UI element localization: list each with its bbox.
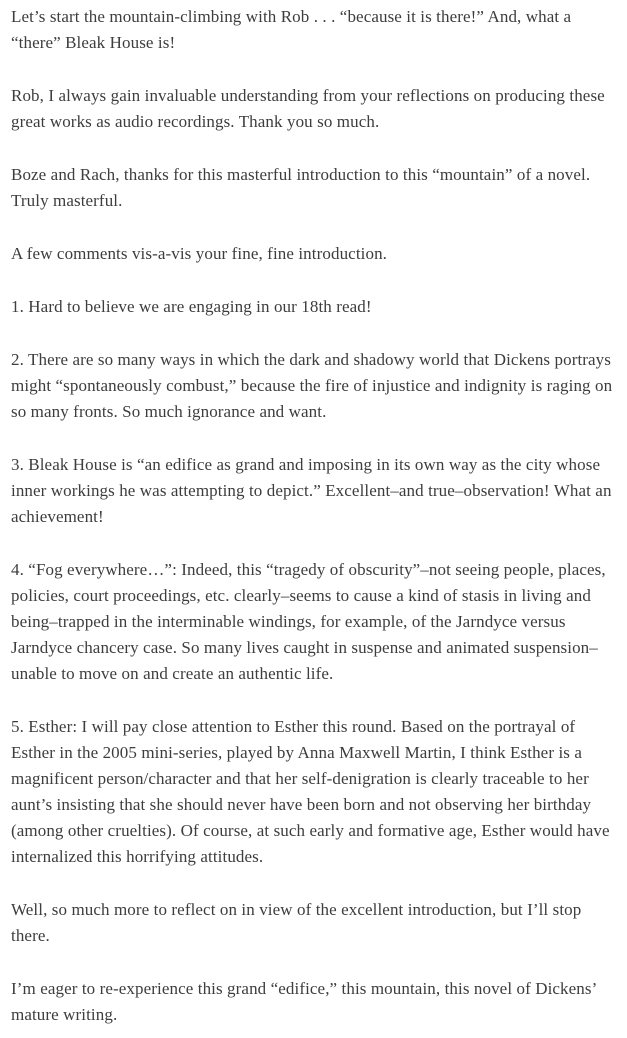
paragraph-point-3: 3. Bleak House is “an edifice as grand and imposing in its own way as the city whose inner workings he was attempting to depict.” Excellent–and true–observation! What an achievement!: [11, 455, 612, 526]
paragraph-point-4: 4. “Fog everywhere…”: Indeed, this “tragedy of obscurity”–not seeing people, places, policies, court proceedings, etc. clearly–seems to cause a kind of stasis in living and being–trapped in the interminable windings, for example, of the Jarndyce versus Jarndyce chancery case. So many lives caught in suspense and animated suspension–unable to move on and create an authentic life.: [11, 560, 606, 683]
paragraph-wrap-up: Well, so much more to reflect on in view of the excellent introduction, but I’ll stop there.: [11, 900, 582, 945]
comment-body: [11, 4, 616, 1028]
paragraph-point-2: 2. There are so many ways in which the dark and shadowy world that Dickens portrays might “spontaneously combust,” because the fire of injustice and indignity is raging on so many fronts. So much ignorance and want.: [11, 350, 613, 421]
paragraph-comments-lead: A few comments vis-a-vis your fine, fine introduction.: [11, 244, 388, 263]
paragraph-intro: Let’s start the mountain-climbing with Rob . . . “because it is there!” And, what a “there” Bleak House is!: [11, 7, 572, 52]
paragraph-point-1: 1. Hard to believe we are engaging in our 18th read!: [11, 297, 372, 316]
paragraph-point-5: 5. Esther: I will pay close attention to Esther this round. Based on the portrayal of Esther in the 2005 mini-series, played by Anna Maxwell Martin, I think Esther is a magnificent person/character and that her self-denigration is clearly traceable to her aunt’s insisting that she should never have been born and not observing her birthday (among other cruelties). Of course, at such early and formative age, Esther would have internalized this horrifying attitudes.: [11, 717, 610, 866]
paragraph-thanks-boze-rach: Boze and Rach, thanks for this masterful introduction to this “mountain” of a novel. Truly masterful.: [11, 165, 591, 210]
paragraph-thanks-rob: Rob, I always gain invaluable understanding from your reflections on producing these great works as audio recordings. Thank you so much.: [11, 86, 605, 131]
paragraph-closing: I’m eager to re-experience this grand “edifice,” this mountain, this novel of Dickens’ mature writing.: [11, 979, 597, 1024]
